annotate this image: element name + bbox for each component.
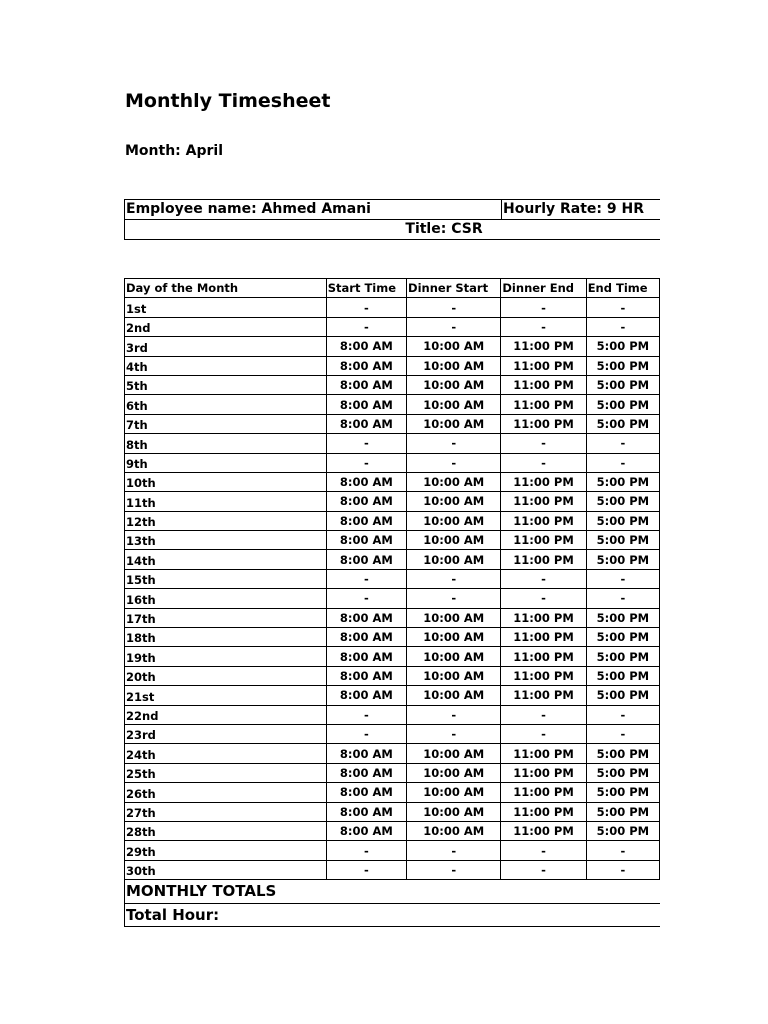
employee-title: Title: CSR	[405, 221, 483, 237]
start-time-cell: 8:00 AM	[326, 783, 406, 802]
employee-name: Employee name: Ahmed Amani	[126, 201, 371, 217]
monthly-totals-row	[125, 880, 661, 903]
day-cell: 7th	[125, 414, 327, 433]
end-time-cell: 5:00 PM	[586, 608, 659, 627]
dinner-end-cell: 11:00 PM	[501, 628, 586, 647]
day-cell: 20th	[125, 666, 327, 685]
start-time-cell: -	[326, 453, 406, 472]
start-time-cell: 8:00 AM	[326, 550, 406, 569]
day-cell: 9th	[125, 453, 327, 472]
dinner-end-cell: 11:00 PM	[501, 472, 586, 491]
start-time-cell: -	[326, 434, 406, 453]
dinner-end-cell: -	[501, 434, 586, 453]
day-cell: 2nd	[125, 317, 327, 336]
end-time-cell: 5:00 PM	[586, 628, 659, 647]
end-time-cell: 5:00 PM	[586, 744, 659, 763]
totals-table	[124, 880, 660, 927]
dinner-start-cell: 10:00 AM	[407, 821, 501, 840]
end-time-cell: -	[586, 724, 659, 743]
table-row	[125, 821, 660, 840]
table-row	[125, 453, 660, 472]
dinner-end-cell: 11:00 PM	[501, 744, 586, 763]
monthly-totals-label: MONTHLY TOTALS	[125, 880, 661, 903]
table-row	[125, 472, 660, 491]
table-row	[125, 298, 660, 317]
dinner-end-cell: 11:00 PM	[501, 802, 586, 821]
table-row	[125, 705, 660, 724]
dinner-start-cell: 10:00 AM	[407, 356, 501, 375]
end-time-cell: -	[586, 589, 659, 608]
end-time-cell: 5:00 PM	[586, 763, 659, 782]
dinner-end-cell: 11:00 PM	[501, 375, 586, 394]
dinner-end-cell: 11:00 PM	[501, 337, 586, 356]
end-time-cell: 5:00 PM	[586, 802, 659, 821]
end-time-cell: 5:00 PM	[586, 472, 659, 491]
end-time-cell: 5:00 PM	[586, 511, 659, 530]
start-time-cell: 8:00 AM	[326, 395, 406, 414]
dinner-start-cell: -	[407, 841, 501, 860]
dinner-start-cell: -	[407, 453, 501, 472]
table-row	[125, 492, 660, 511]
timesheet-body	[125, 298, 660, 880]
dinner-end-cell: -	[501, 841, 586, 860]
day-cell: 12th	[125, 511, 327, 530]
day-cell: 23rd	[125, 724, 327, 743]
dinner-end-cell: 11:00 PM	[501, 531, 586, 550]
day-cell: 6th	[125, 395, 327, 414]
employee-info-row	[125, 200, 660, 220]
start-time-cell: 8:00 AM	[326, 686, 406, 705]
table-row	[125, 414, 660, 433]
dinner-start-cell: 10:00 AM	[407, 337, 501, 356]
dinner-start-cell: -	[407, 705, 501, 724]
start-time-cell: -	[326, 569, 406, 588]
dinner-end-cell: 11:00 PM	[501, 492, 586, 511]
dinner-start-cell: 10:00 AM	[407, 550, 501, 569]
start-time-cell: 8:00 AM	[326, 608, 406, 627]
table-row	[125, 841, 660, 860]
day-cell: 1st	[125, 298, 327, 317]
employee-info-table	[124, 199, 660, 240]
timesheet-table	[124, 278, 660, 880]
dinner-start-cell: 10:00 AM	[407, 783, 501, 802]
dinner-end-cell: -	[501, 724, 586, 743]
end-time-cell: 5:00 PM	[586, 821, 659, 840]
end-time-cell: 5:00 PM	[586, 337, 659, 356]
day-cell: 27th	[125, 802, 327, 821]
dinner-start-cell: -	[407, 860, 501, 879]
day-cell: 29th	[125, 841, 327, 860]
day-cell: 25th	[125, 763, 327, 782]
info-divider	[501, 200, 502, 219]
dinner-start-cell: 10:00 AM	[407, 531, 501, 550]
day-cell: 4th	[125, 356, 327, 375]
dinner-start-cell: 10:00 AM	[407, 472, 501, 491]
end-time-cell: 5:00 PM	[586, 550, 659, 569]
end-time-cell: -	[586, 705, 659, 724]
table-row	[125, 395, 660, 414]
end-time-cell: 5:00 PM	[586, 531, 659, 550]
dinner-end-cell: 11:00 PM	[501, 686, 586, 705]
header-start-time: Start Time	[326, 279, 406, 298]
day-cell: 11th	[125, 492, 327, 511]
end-time-cell: 5:00 PM	[586, 395, 659, 414]
table-row	[125, 337, 660, 356]
table-row	[125, 550, 660, 569]
start-time-cell: 8:00 AM	[326, 628, 406, 647]
dinner-end-cell: -	[501, 453, 586, 472]
day-cell: 5th	[125, 375, 327, 394]
dinner-end-cell: -	[501, 317, 586, 336]
table-row	[125, 744, 660, 763]
end-time-cell: -	[586, 298, 659, 317]
day-cell: 15th	[125, 569, 327, 588]
dinner-start-cell: -	[407, 724, 501, 743]
table-row	[125, 724, 660, 743]
start-time-cell: -	[326, 724, 406, 743]
day-cell: 24th	[125, 744, 327, 763]
start-time-cell: -	[326, 589, 406, 608]
table-row	[125, 763, 660, 782]
day-cell: 3rd	[125, 337, 327, 356]
dinner-end-cell: 11:00 PM	[501, 763, 586, 782]
dinner-end-cell: 11:00 PM	[501, 550, 586, 569]
table-row	[125, 860, 660, 879]
dinner-end-cell: -	[501, 705, 586, 724]
dinner-start-cell: 10:00 AM	[407, 628, 501, 647]
day-cell: 14th	[125, 550, 327, 569]
end-time-cell: -	[586, 434, 659, 453]
start-time-cell: 8:00 AM	[326, 647, 406, 666]
header-dinner-start: Dinner Start	[407, 279, 501, 298]
table-row	[125, 589, 660, 608]
dinner-end-cell: 11:00 PM	[501, 608, 586, 627]
day-cell: 19th	[125, 647, 327, 666]
dinner-end-cell: 11:00 PM	[501, 356, 586, 375]
dinner-start-cell: 10:00 AM	[407, 414, 501, 433]
day-cell: 17th	[125, 608, 327, 627]
end-time-cell: 5:00 PM	[586, 492, 659, 511]
table-row	[125, 356, 660, 375]
table-row	[125, 569, 660, 588]
day-cell: 26th	[125, 783, 327, 802]
dinner-start-cell: -	[407, 569, 501, 588]
day-cell: 18th	[125, 628, 327, 647]
header-end-time: End Time	[586, 279, 659, 298]
dinner-end-cell: 11:00 PM	[501, 414, 586, 433]
dinner-start-cell: 10:00 AM	[407, 647, 501, 666]
table-row	[125, 647, 660, 666]
dinner-start-cell: 10:00 AM	[407, 802, 501, 821]
end-time-cell: 5:00 PM	[586, 647, 659, 666]
start-time-cell: 8:00 AM	[326, 414, 406, 433]
header-day-of-month: Day of the Month	[125, 279, 327, 298]
day-cell: 10th	[125, 472, 327, 491]
day-cell: 8th	[125, 434, 327, 453]
start-time-cell: 8:00 AM	[326, 375, 406, 394]
dinner-start-cell: 10:00 AM	[407, 511, 501, 530]
start-time-cell: 8:00 AM	[326, 744, 406, 763]
table-row	[125, 783, 660, 802]
end-time-cell: 5:00 PM	[586, 783, 659, 802]
dinner-start-cell: -	[407, 589, 501, 608]
table-row	[125, 666, 660, 685]
start-time-cell: 8:00 AM	[326, 356, 406, 375]
start-time-cell: 8:00 AM	[326, 472, 406, 491]
dinner-start-cell: -	[407, 317, 501, 336]
table-row	[125, 511, 660, 530]
start-time-cell: -	[326, 317, 406, 336]
end-time-cell: 5:00 PM	[586, 686, 659, 705]
table-row	[125, 531, 660, 550]
dinner-end-cell: 11:00 PM	[501, 511, 586, 530]
table-row	[125, 686, 660, 705]
dinner-start-cell: -	[407, 434, 501, 453]
dinner-end-cell: -	[501, 569, 586, 588]
dinner-start-cell: 10:00 AM	[407, 686, 501, 705]
dinner-start-cell: 10:00 AM	[407, 608, 501, 627]
start-time-cell: -	[326, 860, 406, 879]
start-time-cell: 8:00 AM	[326, 821, 406, 840]
day-cell: 30th	[125, 860, 327, 879]
dinner-start-cell: 10:00 AM	[407, 666, 501, 685]
start-time-cell: -	[326, 705, 406, 724]
table-row	[125, 434, 660, 453]
start-time-cell: 8:00 AM	[326, 802, 406, 821]
end-time-cell: -	[586, 841, 659, 860]
end-time-cell: 5:00 PM	[586, 375, 659, 394]
start-time-cell: 8:00 AM	[326, 492, 406, 511]
end-time-cell: -	[586, 453, 659, 472]
timesheet-header-row	[125, 279, 660, 298]
end-time-cell: 5:00 PM	[586, 666, 659, 685]
page-title: Monthly Timesheet	[125, 90, 331, 112]
day-cell: 13th	[125, 531, 327, 550]
start-time-cell: 8:00 AM	[326, 666, 406, 685]
table-row	[125, 608, 660, 627]
start-time-cell: 8:00 AM	[326, 531, 406, 550]
dinner-end-cell: 11:00 PM	[501, 821, 586, 840]
start-time-cell: -	[326, 298, 406, 317]
end-time-cell: 5:00 PM	[586, 356, 659, 375]
dinner-start-cell: 10:00 AM	[407, 744, 501, 763]
table-row	[125, 375, 660, 394]
table-row	[125, 628, 660, 647]
dinner-start-cell: -	[407, 298, 501, 317]
dinner-end-cell: 11:00 PM	[501, 395, 586, 414]
header-dinner-end: Dinner End	[501, 279, 586, 298]
dinner-start-cell: 10:00 AM	[407, 395, 501, 414]
end-time-cell: -	[586, 569, 659, 588]
dinner-end-cell: 11:00 PM	[501, 647, 586, 666]
dinner-end-cell: 11:00 PM	[501, 666, 586, 685]
total-hour-row	[125, 903, 661, 927]
dinner-start-cell: 10:00 AM	[407, 375, 501, 394]
start-time-cell: 8:00 AM	[326, 337, 406, 356]
start-time-cell: 8:00 AM	[326, 763, 406, 782]
end-time-cell: -	[586, 860, 659, 879]
dinner-end-cell: -	[501, 860, 586, 879]
dinner-end-cell: -	[501, 589, 586, 608]
day-cell: 22nd	[125, 705, 327, 724]
dinner-start-cell: 10:00 AM	[407, 763, 501, 782]
end-time-cell: -	[586, 317, 659, 336]
table-row	[125, 317, 660, 336]
dinner-end-cell: -	[501, 298, 586, 317]
hourly-rate: Hourly Rate: 9 HR	[503, 201, 645, 217]
day-cell: 21st	[125, 686, 327, 705]
dinner-end-cell: 11:00 PM	[501, 783, 586, 802]
day-cell: 28th	[125, 821, 327, 840]
dinner-start-cell: 10:00 AM	[407, 492, 501, 511]
table-row	[125, 802, 660, 821]
start-time-cell: -	[326, 841, 406, 860]
day-cell: 16th	[125, 589, 327, 608]
start-time-cell: 8:00 AM	[326, 511, 406, 530]
end-time-cell: 5:00 PM	[586, 414, 659, 433]
month-label: Month: April	[125, 143, 224, 159]
total-hour-label: Total Hour:	[125, 903, 661, 927]
